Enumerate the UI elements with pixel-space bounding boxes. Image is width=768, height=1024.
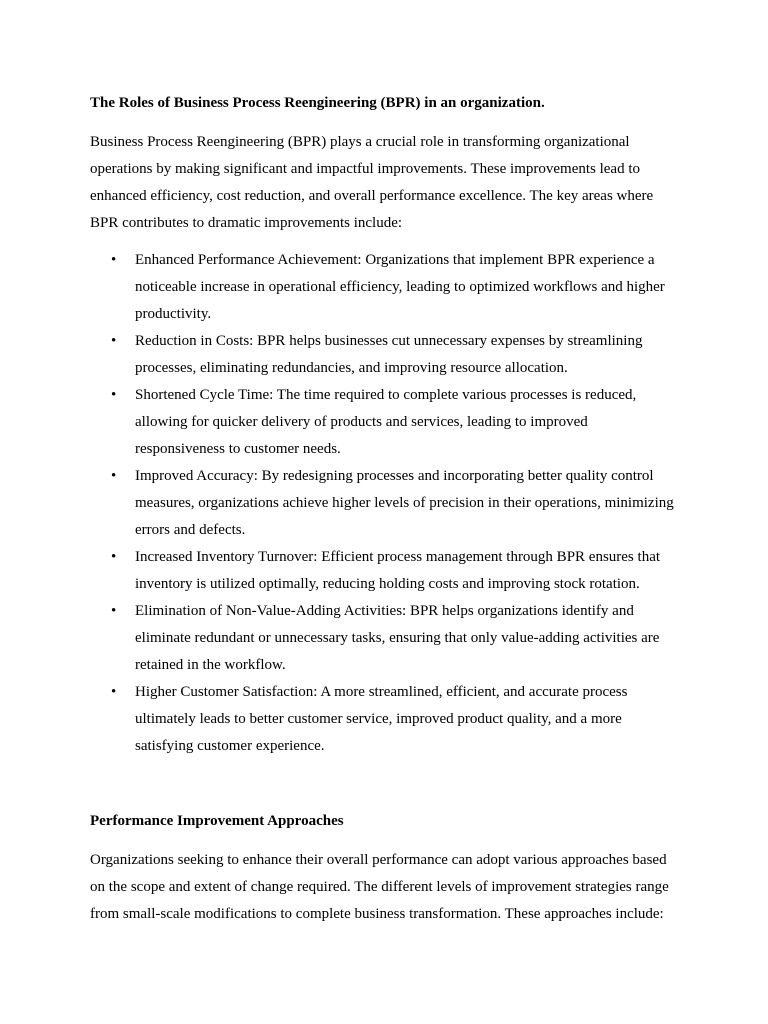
list-item-text: Improved Accuracy: By redesigning processes and incorporating better quality control measures, organizations achieve higher levels of precision in their operations, minimizing errors and defects. xyxy=(135,468,674,538)
list-item-text: Elimination of Non-Value-Adding Activities: BPR helps organizations identify and eliminate redundant or unnecessary tasks, ensuring that only value-adding activities are retained in the workflow. xyxy=(135,603,660,673)
bullet-icon: • xyxy=(111,468,117,484)
bullet-icon: • xyxy=(111,252,117,268)
list-item-text: Higher Customer Satisfaction: A more streamlined, efficient, and accurate process ultimately leads to better customer service, improved product quality, and a more satisfying customer experience. xyxy=(135,684,628,754)
list-item xyxy=(90,544,678,598)
section-intro-paragraph: Organizations seeking to enhance their overall performance can adopt various approaches based on the scope and extent of change required. The different levels of improvement strategies range from small-scale modifications to complete business transformation. These approaches include: xyxy=(90,852,669,922)
list-item xyxy=(90,247,678,328)
list-item xyxy=(90,679,678,760)
list-item-text: Enhanced Performance Achievement: Organizations that implement BPR experience a noticeable increase in operational efficiency, leading to optimized workflows and higher productivity. xyxy=(135,252,665,322)
list-item xyxy=(90,328,678,382)
section-title-performance-approaches: Performance Improvement Approaches xyxy=(90,813,344,829)
bullet-icon: • xyxy=(111,603,117,619)
bullet-icon: • xyxy=(111,333,117,349)
bpr-improvements-list xyxy=(90,247,678,760)
bullet-icon: • xyxy=(111,684,117,700)
bullet-icon: • xyxy=(111,387,117,403)
list-item xyxy=(90,463,678,544)
list-item-text: Increased Inventory Turnover: Efficient process management through BPR ensures that inventory is utilized optimally, reducing holding costs and improving stock rotation. xyxy=(135,549,661,592)
list-item xyxy=(90,382,678,463)
section-intro-paragraph: Business Process Reengineering (BPR) plays a crucial role in transforming organizational operations by making significant and impactful improvements. These improvements lead to enhanced efficiency, cost reduction, and overall performance excellence. The key areas where BPR contributes to dramatic improvements include: xyxy=(90,134,654,231)
list-item-text: Reduction in Costs: BPR helps businesses cut unnecessary expenses by streamlining processes, eliminating redundancies, and improving resource allocation. xyxy=(135,333,643,376)
bullet-icon: • xyxy=(111,549,117,565)
section-title-bpr-roles: The Roles of Business Process Reengineering (BPR) in an organization. xyxy=(90,95,545,111)
list-item xyxy=(90,598,678,679)
list-item-text: Shortened Cycle Time: The time required to complete various processes is reduced, allowing for quicker delivery of products and services, leading to improved responsiveness to customer needs. xyxy=(135,387,637,457)
